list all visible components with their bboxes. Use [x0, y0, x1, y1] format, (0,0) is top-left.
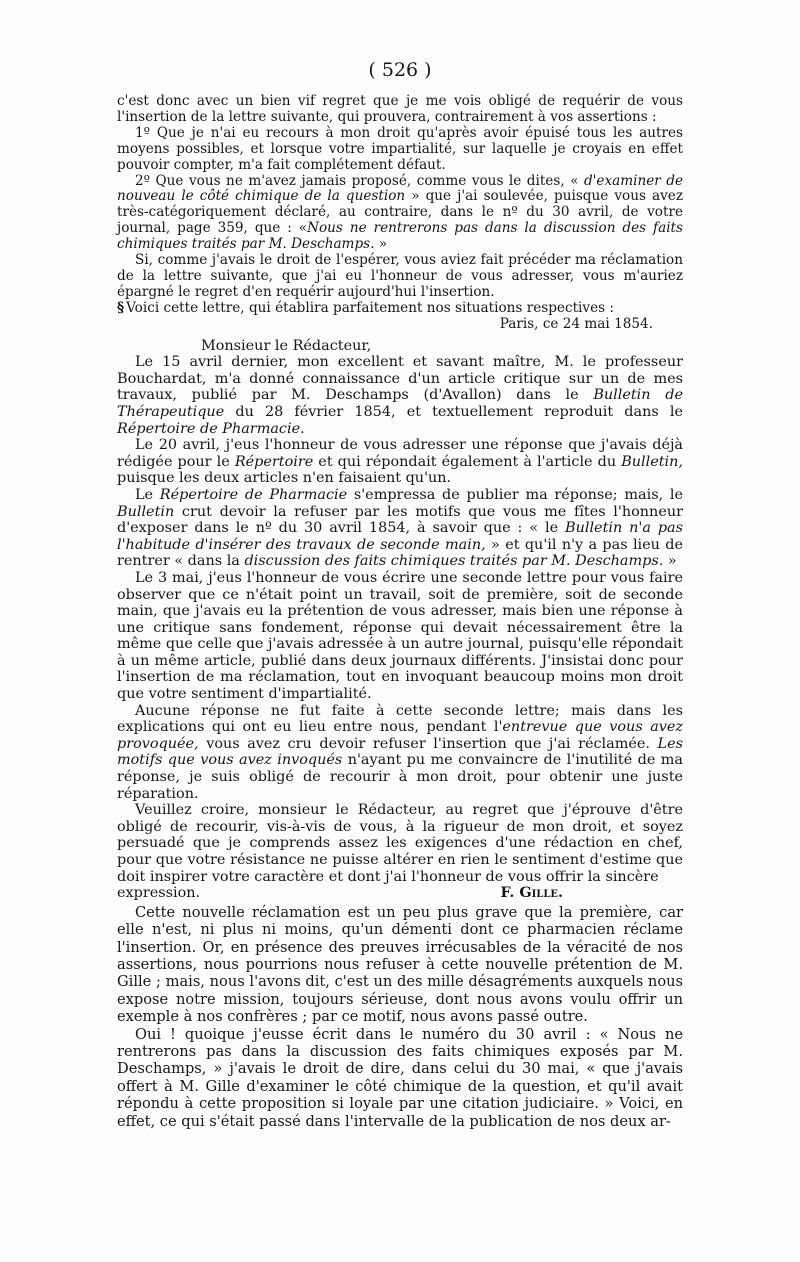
reply-paragraph-1: Cette nouvelle réclamation est un peu plus grave que la première, car elle n'est, ni plus ni moins, qu'un démenti dont ce pharmacien réclame l'insertion. Or, en présence des preuves irrécusables de la véracité de nos assertions, nous pourrions nous refuser à cette nouvelle prétention de M. Gille ; mais, nous l'avons dit, c'est un des mille désagréments auxquels nous expose notre mission, toujours sérieuse, dont nous avons voulu offrir un exemple à nos confrères ; par ce motif, nous avons passé outre. [117, 903, 683, 1026]
letter-paragraph-3: Le Répertoire de Pharmacie s'empressa de publier ma réponse; mais, le Bulletin crut devoir la refuser par les motifs que vous me fîtes l'honneur d'exposer dans le nº du 30 avril 1854, à savoir que : « le Bulletin n'a pas l'habitude d'insérer des travaux de seconde main, » et qu'il n'y a pas lieu de rentrer « dans la discussion des faits chimiques traités par M. Deschamps. » [117, 486, 683, 570]
intro-paragraph: c'est donc avec un bien vif regret que je me vois obligé de requérir de vous l'insertion de la lettre suivante, qui prouvera, contrairement à vos assertions : [117, 93, 683, 125]
letter-paragraph-1: Le 15 avril dernier, mon excellent et savant maître, M. le professeur Bouchardat, m'a donné connaissance d'un article critique sur un de mes travaux, publié par M. Deschamps (d'Avallon) dans le Bulletin de Thérapeutique du 28 février 1854, et textuellement reproduit dans le Répertoire de Pharmacie. [117, 354, 683, 437]
salutation: Monsieur le Rédacteur, [201, 337, 372, 354]
point-1-paragraph: 1º Que je n'ai eu recours à mon droit qu'après avoir épuisé tous les autres moyens possibles, et lorsque votre impartialité, sur laquelle je croyais en effet pouvoir compter, m'a fait complétement défaut. [117, 124, 683, 173]
letter-paragraph-2: Le 20 avril, j'eus l'honneur de vous adresser une réponse que j'avais déjà rédigée pour le Répertoire et qui répondait également à l'article du Bulletin, puisque les deux articles n'en faisaient qu'un. [117, 437, 683, 487]
text-column [117, 58, 683, 1130]
page-number: ( 526 ) [368, 59, 432, 81]
point-2-paragraph: 2º Que vous ne m'avez jamais proposé, comme vous le dites, « d'examiner de nouveau le côté chimique de la question » que j'ai soulevée, puisque vous avez très-catégoriquement déclaré, au contraire, dans le nº du 30 avril, de votre journal, page 359, que : «Nous ne rentrerons pas dans la discussion des faits chimiques traités par M. Deschamps. » [117, 172, 683, 253]
closing-word: expression. [117, 885, 201, 902]
si-paragraph: Si, comme j'avais le droit de l'espérer, vous aviez fait précéder ma réclamation de la lettre suivante, que j'ai eu l'honneur de vous adresser, vous m'auriez épargné le regret d'en requérir aujourd'hui l'insertion. [117, 252, 683, 300]
letter-closing [117, 885, 683, 902]
voici-paragraph: § Voici cette lettre, qui établira parfaitement nos situations respectives : [117, 299, 614, 316]
section-mark-glyph: § [117, 299, 125, 316]
signature: F. Gille. [500, 884, 563, 902]
letter-paragraph-5: Aucune réponse ne fut faite à cette seconde lettre; mais dans les explications qui ont eu lieu entre nous, pendant l'entrevue que vous avez provoquée, vous avez cru devoir refuser l'insertion que j'ai réclamée. Les motifs que vous avez invoqués n'ayant pu me convaincre de l'inutilité de ma réponse, je suis obligé de recourir à mon droit, pour obtenir une juste réparation. [117, 702, 684, 802]
dateline: Paris, ce 24 mai 1854. [499, 315, 653, 332]
reply-paragraph-2: Oui ! quoique j'eusse écrit dans le numéro du 30 avril : « Nous ne rentrerons pas dans la discussion des faits chimiques exposés par M. Deschamps, » j'avais le droit de dire, dans celui du 30 mai, « que j'avais offert à M. Gille d'examiner le côté chimique de la question, et qu'il avait répondu à cette proposition si loyale par une citation judiciaire. » Voici, en effet, ce qui s'était passé dans l'intervalle de la publication de nos deux ar- [117, 1025, 683, 1130]
letter-paragraph-6: Veuillez croire, monsieur le Rédacteur, au regret que j'éprouve d'être obligé de recourir, vis-à-vis de vous, à la rigueur de mon droit, et soyez persuadé que je comprends assez les exigences d'une rédaction en chef, pour que votre résistance ne puisse altérer en rien le sentiment d'estime que doit inspirer votre caractère et dont j'ai l'honneur de vous offrir la sincère [117, 802, 683, 885]
letter-paragraph-4: Le 3 mai, j'eus l'honneur de vous écrire une seconde lettre pour vous faire observer que ce n'était point un travail, soit de première, soit de seconde main, que j'avais eu la prétention de vous adresser, mais bien une réponse à une critique sans fondement, réponse qui devait nécessairement être la même que celle que j'avais adressée à un autre journal, puisqu'elle répondait à un même article, publié dans deux journaux différents. J'insistai donc pour l'insertion de ma réclamation, tout en invoquant beaucoup moins mon droit que votre sentiment d'impartialité. [117, 569, 683, 703]
